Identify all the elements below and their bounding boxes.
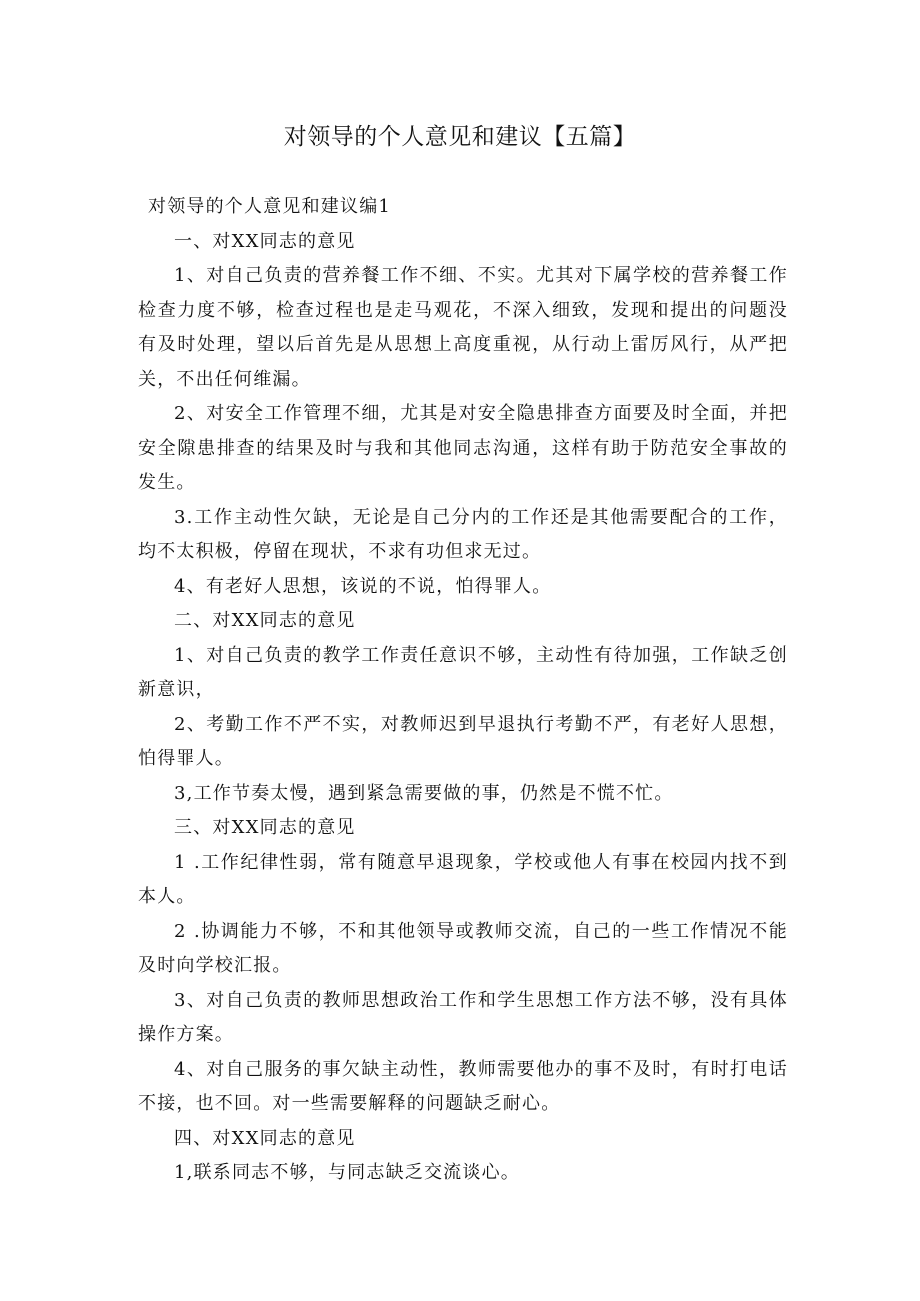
document-title: 对领导的个人意见和建议【五篇】 (283, 124, 637, 150)
paragraph: 4、有老好人思想，该说的不说，怕得罪人。 (174, 575, 552, 597)
section-subtitle: 对领导的个人意见和建议编1 (148, 196, 392, 217)
paragraph: 1,联系同志不够，与同志缺乏交流谈心。 (174, 1162, 520, 1183)
section-heading-1: 一、对XX同志的意见 (174, 230, 356, 252)
paragraph: 4、对自己服务的事欠缺主动性，教师需要他办的事不及时，有时打电话不接，也不回。对一些需要解释的问题缺乏耐心。 (138, 1058, 788, 1114)
paragraph: 3,工作节奏太慢，遇到紧急需要做的事，仍然是不慌不忙。 (174, 782, 674, 804)
paragraph: 2 .协调能力不够，不和其他领导或教师交流，自己的一些工作情况不能及时向学校汇报。 (138, 920, 788, 976)
paragraph: 1 .工作纪律性弱，常有随意早退现象，学校或他人有事在校园内找不到本人。 (138, 851, 788, 907)
paragraph: 1、对自己负责的教学工作责任意识不够，主动性有待加强，工作缺乏创新意识， (138, 644, 788, 700)
section-heading-4: 四、对XX同志的意见 (174, 1127, 356, 1149)
section-heading-2: 二、对XX同志的意见 (174, 610, 356, 631)
section-heading-3: 三、对XX同志的意见 (174, 817, 356, 838)
paragraph: 2、对安全工作管理不细，尤其是对安全隐患排查方面要及时全面，并把安全隙患排查的结果及时与我和其他同志沟通，这样有助于防范安全事故的发生。 (138, 403, 788, 493)
paragraph: 2、考勤工作不严不实，对教师迟到早退执行考勤不严，有老好人思想，怕得罪人。 (138, 713, 788, 769)
paragraph: 3、对自己负责的教师思想政治工作和学生思想工作方法不够，没有具体操作方案。 (138, 989, 788, 1045)
document-body (138, 190, 788, 1191)
paragraph: 3.工作主动性欠缺，无论是自己分内的工作还是其他需要配合的工作，均不太积极，停留在现状，不求有功但求无过。 (138, 506, 788, 562)
paragraph: 1、对自己负责的营养餐工作不细、不实。尤其对下属学校的营养餐工作检查力度不够，检查过程也是走马观花，不深入细致，发现和提出的问题没有及时处理，望以后首先是从思想上高度重视，从行动上雷厉风行，从严把关，不出任何维漏。 (138, 265, 788, 390)
